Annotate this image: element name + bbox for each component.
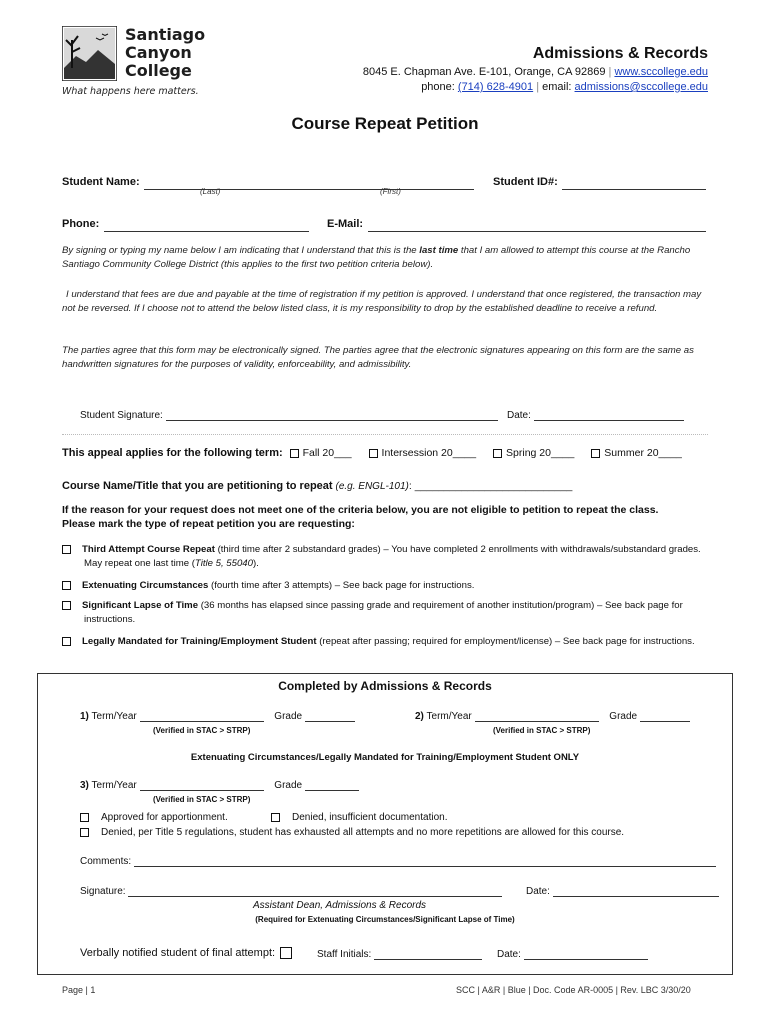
lapse-checkbox[interactable] xyxy=(62,601,71,610)
legally-mandated-checkbox[interactable] xyxy=(62,637,71,646)
staff-date-label: Date: xyxy=(497,949,521,960)
option-1-italic: Title 5, 55040 xyxy=(194,558,253,569)
option-3-title: Significant Lapse of Time xyxy=(82,600,199,611)
term3-field[interactable] xyxy=(140,780,264,791)
student-name-row xyxy=(62,172,474,190)
email-row xyxy=(327,214,706,232)
email-link[interactable]: admissions@sccollege.edu xyxy=(574,81,708,93)
verbal-notify-checkbox[interactable] xyxy=(280,947,292,959)
office-use-title: Completed by Admissions & Records xyxy=(278,679,492,693)
term-spring-label: Spring 20____ xyxy=(506,447,575,459)
term2-label: Term/Year xyxy=(426,711,472,722)
office-date-field[interactable] xyxy=(553,886,719,897)
student-id-field[interactable] xyxy=(562,179,706,190)
first-name-hint: (First) xyxy=(380,187,401,196)
course-example: (e.g. ENGL-101) xyxy=(335,481,409,492)
address: 8045 E. Chapman Ave. E-101, Orange, CA 92869 xyxy=(362,66,606,78)
term2-field[interactable] xyxy=(475,711,599,722)
denied-insufficient-checkbox[interactable] xyxy=(271,813,280,822)
term1-number: 1) xyxy=(80,711,89,722)
tagline: What happens here matters. xyxy=(62,86,199,97)
denied-insufficient-label: Denied, insufficient documentation. xyxy=(292,812,448,823)
option-2-text: (fourth time after 3 attempts) – See back page for instructions. xyxy=(208,580,475,591)
para1-text-b: that I am allowed to attempt this course at the Rancho Santiago Community College District (this applies to the first two petition criteria below). xyxy=(62,245,691,270)
college-logo-emblem xyxy=(62,26,117,81)
grade2-field[interactable] xyxy=(640,711,690,722)
approved-checkbox[interactable] xyxy=(80,813,89,822)
acknowledgement-paragraph xyxy=(62,244,708,272)
divider xyxy=(62,434,708,435)
denied-exhausted-row xyxy=(80,827,624,838)
grade3-field[interactable] xyxy=(305,780,359,791)
header-contact: Admissions & Records 8045 E. Chapman Ave. E-101, Orange, CA 92869 | www.sccollege.edu phone: (714) 628-4901 | email: admissions@sccollege.edu xyxy=(362,45,708,93)
grade2-label: Grade xyxy=(609,711,638,722)
option-4-title: Legally Mandated for Training/Employment Student xyxy=(82,636,317,647)
denied-exhausted-label: Denied, per Title 5 regulations, student has exhausted all attempts and no more repetitions are allowed for this course. xyxy=(101,827,625,838)
term-spring-checkbox[interactable] xyxy=(493,449,502,458)
office-date-label: Date: xyxy=(526,886,550,897)
staff-initials-row xyxy=(317,949,482,960)
email-field[interactable] xyxy=(368,221,706,232)
term2-verified-note: (Verified in STAC > STRP) xyxy=(493,726,591,735)
ec-only-heading: Extenuating Circumstances/Legally Mandated for Training/Employment Student ONLY xyxy=(190,752,580,763)
staff-initials-field[interactable] xyxy=(374,949,482,960)
comments-row xyxy=(80,856,716,867)
department-title: Admissions & Records xyxy=(532,45,708,62)
option-1-title: Third Attempt Course Repeat xyxy=(82,544,215,555)
document-code: SCC | A&R | Blue | Doc. Code AR-0005 | Rev. LBC 3/30/20 xyxy=(456,985,691,995)
option-4-text: (repeat after passing; required for employment/license) – See back page for instructions. xyxy=(316,636,695,647)
para1-text-a: By signing or typing my name below I am indicating that I understand that this is the xyxy=(62,245,420,256)
extenuating-checkbox[interactable] xyxy=(62,581,71,590)
dean-required-note: (Required for Extenuating Circumstances/Significant Lapse of Time) xyxy=(255,915,515,924)
staff-initials-label: Staff Initials: xyxy=(317,949,372,960)
esignature-paragraph: The parties agree that this form may be electronically signed. The parties agree that the electronic signatures appearing on this form are the same as handwritten signatures for the purposes of validity, enforceability, and admissibility. xyxy=(62,345,694,370)
third-attempt-checkbox[interactable] xyxy=(62,545,71,554)
student-signature-field[interactable] xyxy=(166,410,498,421)
verbal-notify-row xyxy=(80,947,292,959)
student-name-field[interactable] xyxy=(144,179,474,190)
option-1-text: (third time after 2 substandard grades) – You have completed 2 enrollments with withdrawals/substandard grades. May repeat one last time ( xyxy=(84,544,701,569)
option-3-text: (36 months has elapsed since passing grade and requirement of another institution/program) – See back page for instructions. xyxy=(84,600,683,625)
term1-field[interactable] xyxy=(140,711,264,722)
fees-paragraph: I understand that fees are due and payable at the time of registration if my petition is approved. I understand that once registered, the transaction may not be reversed. If I choose not to attend the below listed class, it is my responsibility to drop by the established deadline to receive a refund. xyxy=(62,289,702,314)
course-label: Course Name/Title that you are petitioning to repeat xyxy=(62,480,333,492)
phone-row xyxy=(62,214,309,232)
phone-link[interactable]: (714) 628-4901 xyxy=(457,81,534,93)
office-signature-field[interactable] xyxy=(128,886,502,897)
term1-label: Term/Year xyxy=(91,711,137,722)
term-intersession-label: Intersession 20____ xyxy=(381,447,477,459)
denied-exhausted-checkbox[interactable] xyxy=(80,828,89,837)
verbal-notify-label: Verbally notified student of final attempt: xyxy=(80,947,276,959)
course-row xyxy=(62,480,572,492)
student-signature-label: Student Signature: xyxy=(80,410,163,421)
student-id-label: Student ID#: xyxy=(493,176,558,188)
term3-label: Term/Year xyxy=(91,780,137,791)
option-2-title: Extenuating Circumstances xyxy=(82,580,209,591)
office-signature-label: Signature: xyxy=(80,886,126,897)
logo-line-1: Santiago xyxy=(125,25,206,44)
term-summer-label: Summer 20____ xyxy=(604,447,682,459)
denied-insufficient-row xyxy=(271,812,447,823)
office-signature-row xyxy=(80,886,502,897)
term-row xyxy=(62,447,682,459)
term3-row xyxy=(80,780,359,791)
page-title: Course Repeat Petition xyxy=(291,114,479,133)
logo-line-3: College xyxy=(125,61,192,80)
option-legally-mandated xyxy=(62,635,702,649)
college-logo-text xyxy=(125,26,205,80)
term3-verified-note: (Verified in STAC > STRP) xyxy=(153,795,251,804)
term-label: This appeal applies for the following term: xyxy=(62,447,283,459)
option-1-tail: ). xyxy=(252,558,259,569)
term-intersession-checkbox[interactable] xyxy=(369,449,378,458)
criteria-instruction: Please mark the type of repeat petition you are requesting: xyxy=(62,518,355,530)
last-name-hint: (Last) xyxy=(200,187,221,196)
option-third-attempt xyxy=(62,543,702,571)
course-field[interactable]: : ___________________________ xyxy=(408,480,573,492)
comments-field[interactable] xyxy=(134,856,716,867)
office-date-row xyxy=(526,886,719,897)
staff-date-field[interactable] xyxy=(524,949,648,960)
signature-date-field[interactable] xyxy=(534,410,684,421)
student-signature-row xyxy=(80,410,498,421)
signature-date-label: Date: xyxy=(507,410,531,421)
term2-number: 2) xyxy=(415,711,424,722)
term3-number: 3) xyxy=(80,780,89,791)
grade1-field[interactable] xyxy=(305,711,355,722)
dean-title: Assistant Dean, Admissions & Records xyxy=(253,900,427,911)
option-lapse xyxy=(62,599,702,627)
grade1-label: Grade xyxy=(274,711,303,722)
email-label: email: xyxy=(542,81,572,93)
student-name-label: Student Name: xyxy=(62,176,140,188)
logo-line-2: Canyon xyxy=(125,43,192,62)
page-number: Page | 1 xyxy=(62,985,96,995)
term-fall-label: Fall 20___ xyxy=(302,447,352,459)
option-extenuating xyxy=(62,579,702,593)
signature-date-row xyxy=(507,410,684,421)
term1-verified-note: (Verified in STAC > STRP) xyxy=(153,726,251,735)
term2-row xyxy=(415,711,690,722)
term-fall-checkbox[interactable] xyxy=(290,449,299,458)
criteria-warning: If the reason for your request does not meet one of the criteria below, you are not eligible to petition to repeat the class. xyxy=(62,504,659,516)
email-field-label: E-Mail: xyxy=(327,218,364,230)
staff-date-row xyxy=(497,949,648,960)
comments-label: Comments: xyxy=(80,856,132,867)
approved-row xyxy=(80,812,228,823)
term1-row xyxy=(80,711,355,722)
phone-field[interactable] xyxy=(104,221,309,232)
para1-bold: last time xyxy=(419,245,459,256)
approved-label: Approved for apportionment. xyxy=(101,812,228,823)
phone-field-label: Phone: xyxy=(62,218,100,230)
grade3-label: Grade xyxy=(274,780,303,791)
phone-label: phone: xyxy=(421,81,455,93)
term-summer-checkbox[interactable] xyxy=(591,449,600,458)
student-id-row xyxy=(493,172,706,190)
website-link[interactable]: www.sccollege.edu xyxy=(614,66,708,78)
